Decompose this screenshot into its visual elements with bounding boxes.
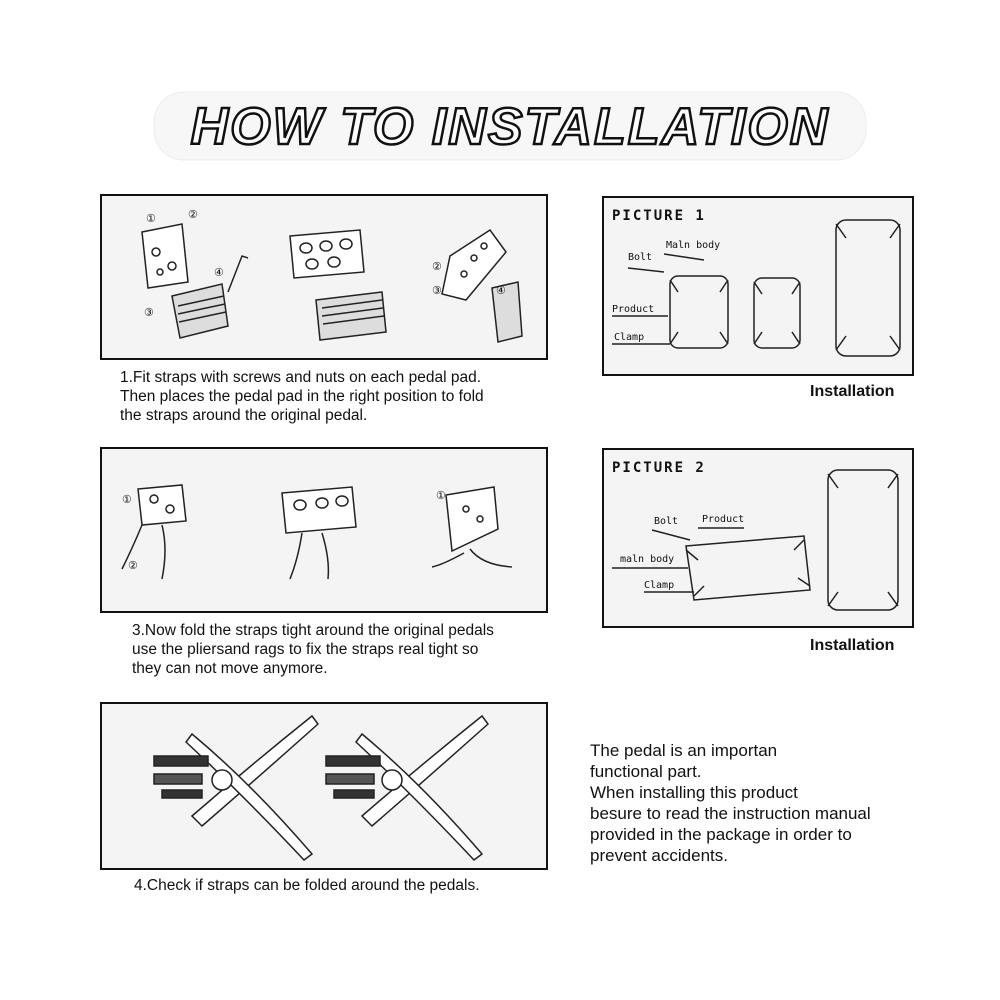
step1-marker-1: ①: [146, 212, 156, 225]
title-text: HOW TO INSTALLATION: [190, 98, 830, 156]
step1-marker-2: ②: [188, 208, 198, 221]
picture1-label-product: Product: [612, 304, 655, 315]
step1-diagram: [102, 196, 546, 358]
step1-illustration: [100, 194, 548, 360]
step4-caption: [134, 876, 480, 895]
warning-line-4: besure to read the instruction manual: [590, 804, 871, 823]
step1-line-3: the straps around the original pedal.: [120, 407, 368, 424]
warning-line-5: provided in the package in order to: [590, 825, 852, 844]
picture1-label-clamp: Clamp: [614, 332, 645, 343]
step3-marker-1b: ①: [436, 489, 446, 502]
picture2-label-bolt: Bolt: [654, 516, 679, 527]
step1-marker-4b: ④: [496, 284, 506, 297]
picture2-label-clamp: Clamp: [644, 580, 675, 591]
step1-marker-4: ④: [214, 266, 224, 279]
step3-line-2: use the pliersand rags to fix the straps real tight so: [132, 641, 479, 658]
warning-line-3: When installing this product: [590, 783, 798, 802]
warning-line-2: functional part.: [590, 762, 702, 781]
step4-diagram: [102, 704, 546, 868]
safety-warning: [590, 740, 920, 866]
step3-line-3: they can not move anymore.: [132, 660, 328, 677]
step1-line-1: 1.Fit straps with screws and nuts on each pedal pad.: [120, 369, 482, 386]
warning-line-1: The pedal is an importan: [590, 741, 778, 760]
step1-marker-3: ③: [144, 306, 154, 319]
picture1-title: PICTURE 1: [612, 208, 706, 224]
picture1-illustration: [602, 196, 914, 376]
step3-illustration: [100, 447, 548, 613]
picture2-label-product: Product: [702, 514, 745, 525]
step1-marker-3b: ③: [432, 284, 442, 297]
picture1-label-bolt: Bolt: [628, 252, 653, 263]
step4-line-1: 4.Check if straps can be folded around the pedals.: [134, 877, 480, 894]
step4-illustration: [100, 702, 548, 870]
picture2-caption: Installation: [810, 637, 895, 654]
picture2-illustration: [602, 448, 914, 628]
picture1-diagram: [604, 198, 912, 374]
step3-line-1: 3.Now fold the straps tight around the original pedals: [132, 622, 494, 639]
step1-caption: [120, 368, 484, 425]
picture1-caption: Installation: [810, 383, 895, 400]
step1-line-2: Then places the pedal pad in the right position to fold: [120, 388, 484, 405]
step3-diagram: [102, 449, 546, 611]
warning-line-6: prevent accidents.: [590, 846, 728, 865]
page-title: [150, 88, 870, 164]
picture2-label-main-body: maln body: [620, 554, 675, 565]
step3-caption: [132, 621, 494, 678]
picture2-diagram: [604, 450, 912, 626]
picture2-title: PICTURE 2: [612, 460, 706, 476]
picture1-label-main-body: Maln body: [666, 240, 721, 251]
step1-marker-2b: ②: [432, 260, 442, 273]
step3-marker-2: ②: [128, 559, 138, 572]
step3-marker-1: ①: [122, 493, 132, 506]
